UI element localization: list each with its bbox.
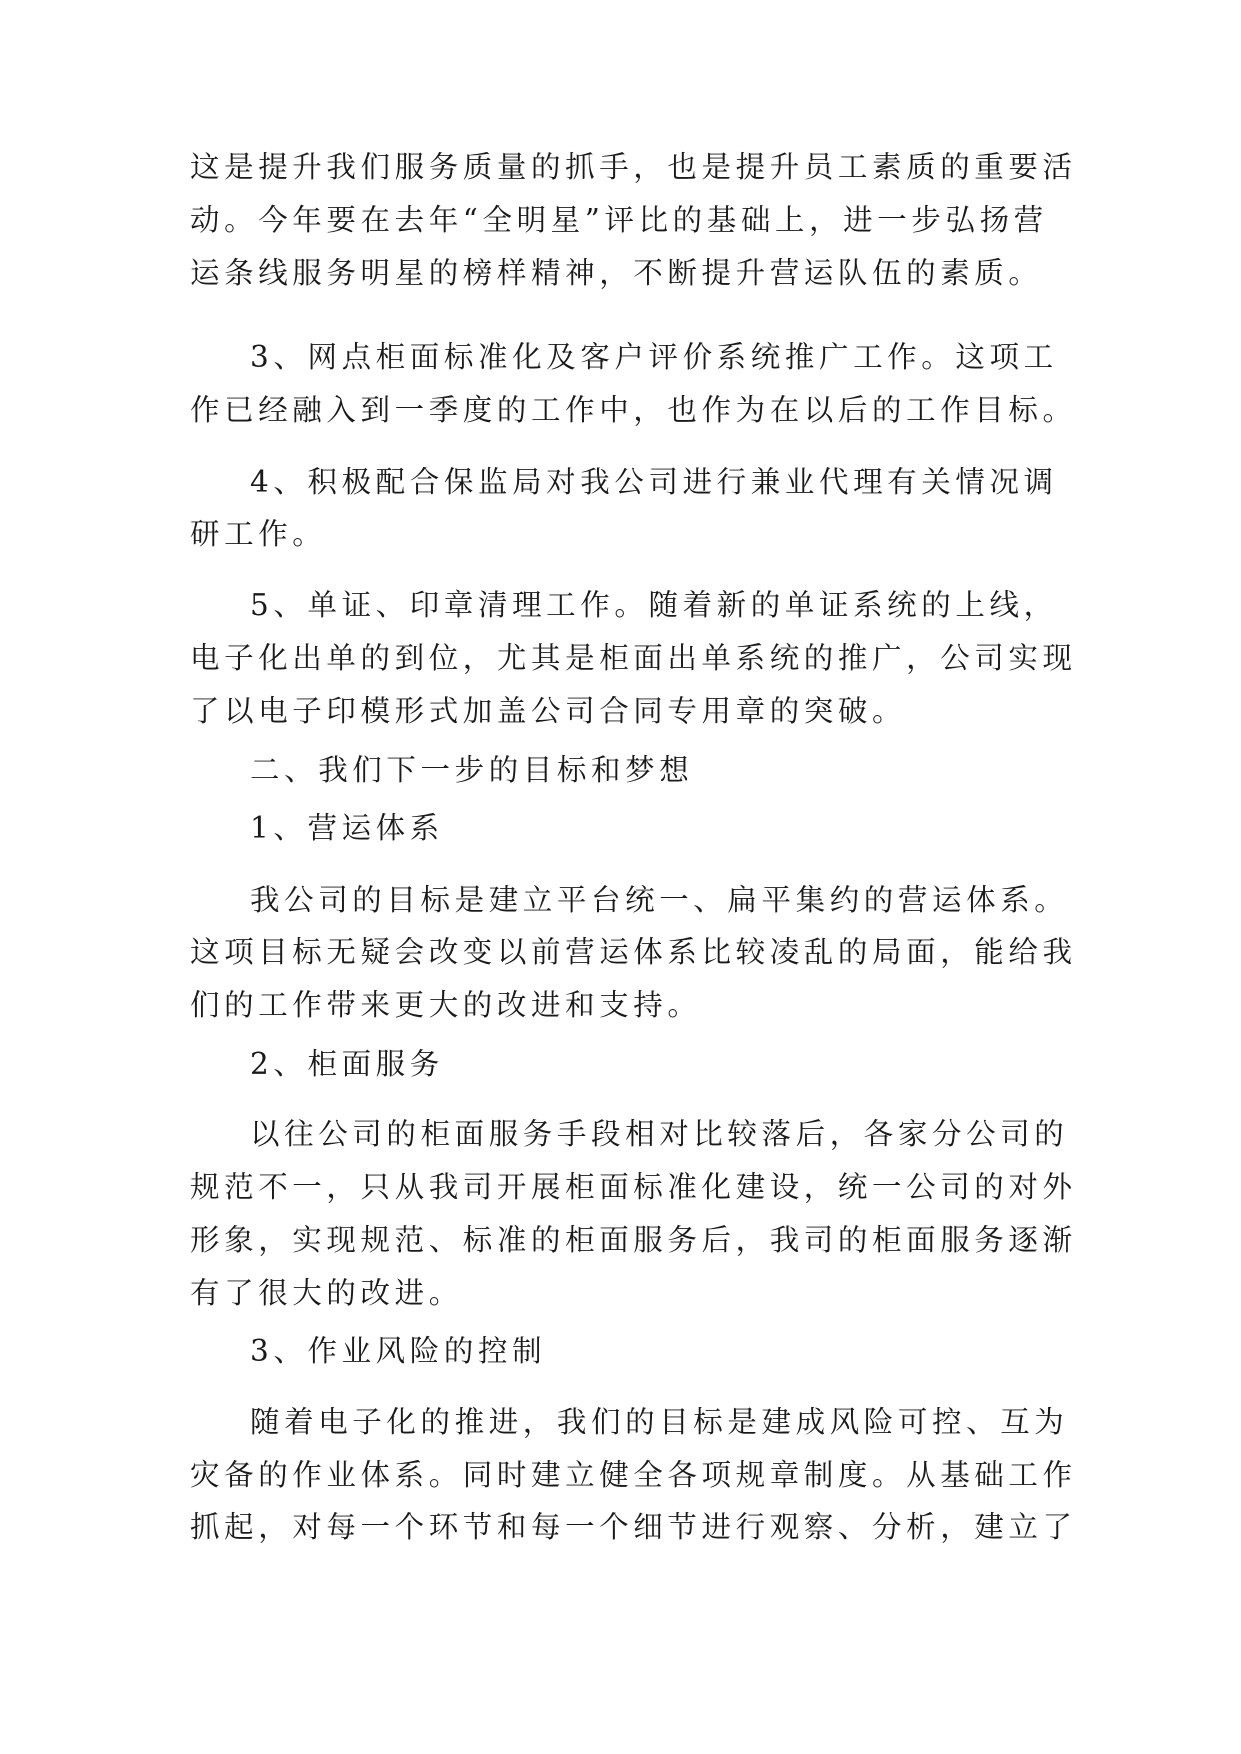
body-line: 4、积极配合保监局对我公司进行兼业代理有关情况调 (250, 465, 1058, 499)
body-line: 规范不一，只从我司开展柜面标准化建设，统一公司的对外 (190, 1170, 1077, 1204)
body-line: 灾备的作业体系。同时建立健全各项规章制度。从基础工作 (190, 1458, 1077, 1492)
body-line: 3、网点柜面标准化及客户评价系统推广工作。这项工 (250, 340, 1058, 374)
body-line: 这是提升我们服务质量的抓手，也是提升员工素质的重要活 (190, 150, 1077, 184)
body-line: 电子化出单的到位，尤其是柜面出单系统的推广，公司实现 (190, 641, 1077, 675)
section-heading: 二、我们下一步的目标和梦想 (250, 753, 694, 787)
body-line: 以往公司的柜面服务手段相对比较落后，各家分公司的 (250, 1117, 1069, 1151)
body-line: 随着电子化的推进，我们的目标是建成风险可控、互为 (250, 1405, 1069, 1439)
body-line: 运条线服务明星的榜样精神，不断提升营运队伍的素质。 (190, 256, 1043, 290)
body-line: 研工作。 (190, 517, 327, 551)
body-line: 了以电子印模形式加盖公司合同专用章的突破。 (190, 694, 907, 728)
body-line: 形象，实现规范、标准的柜面服务后，我司的柜面服务逐渐 (190, 1223, 1077, 1257)
body-line: 作已经融入到一季度的工作中，也作为在以后的工作目标。 (190, 393, 1077, 427)
body-line: 5、单证、印章清理工作。随着新的单证系统的上线， (250, 588, 1058, 622)
body-line: 抓起，对每一个环节和每一个细节进行观察、分析，建立了 (190, 1510, 1077, 1544)
subsection-heading: 3、作业风险的控制 (250, 1334, 547, 1368)
body-line: 动。今年要在去年“全明星”评比的基础上，进一步弘扬营 (190, 203, 1048, 237)
subsection-heading: 1、营运体系 (250, 811, 444, 845)
body-line: 们的工作带来更大的改进和支持。 (190, 988, 702, 1022)
body-line: 这项目标无疑会改变以前营运体系比较凌乱的局面，能给我 (190, 935, 1077, 969)
subsection-heading: 2、柜面服务 (250, 1047, 444, 1081)
body-line: 有了很大的改进。 (190, 1276, 463, 1310)
body-line: 我公司的目标是建立平台统一、扁平集约的营运体系。 (250, 883, 1069, 917)
